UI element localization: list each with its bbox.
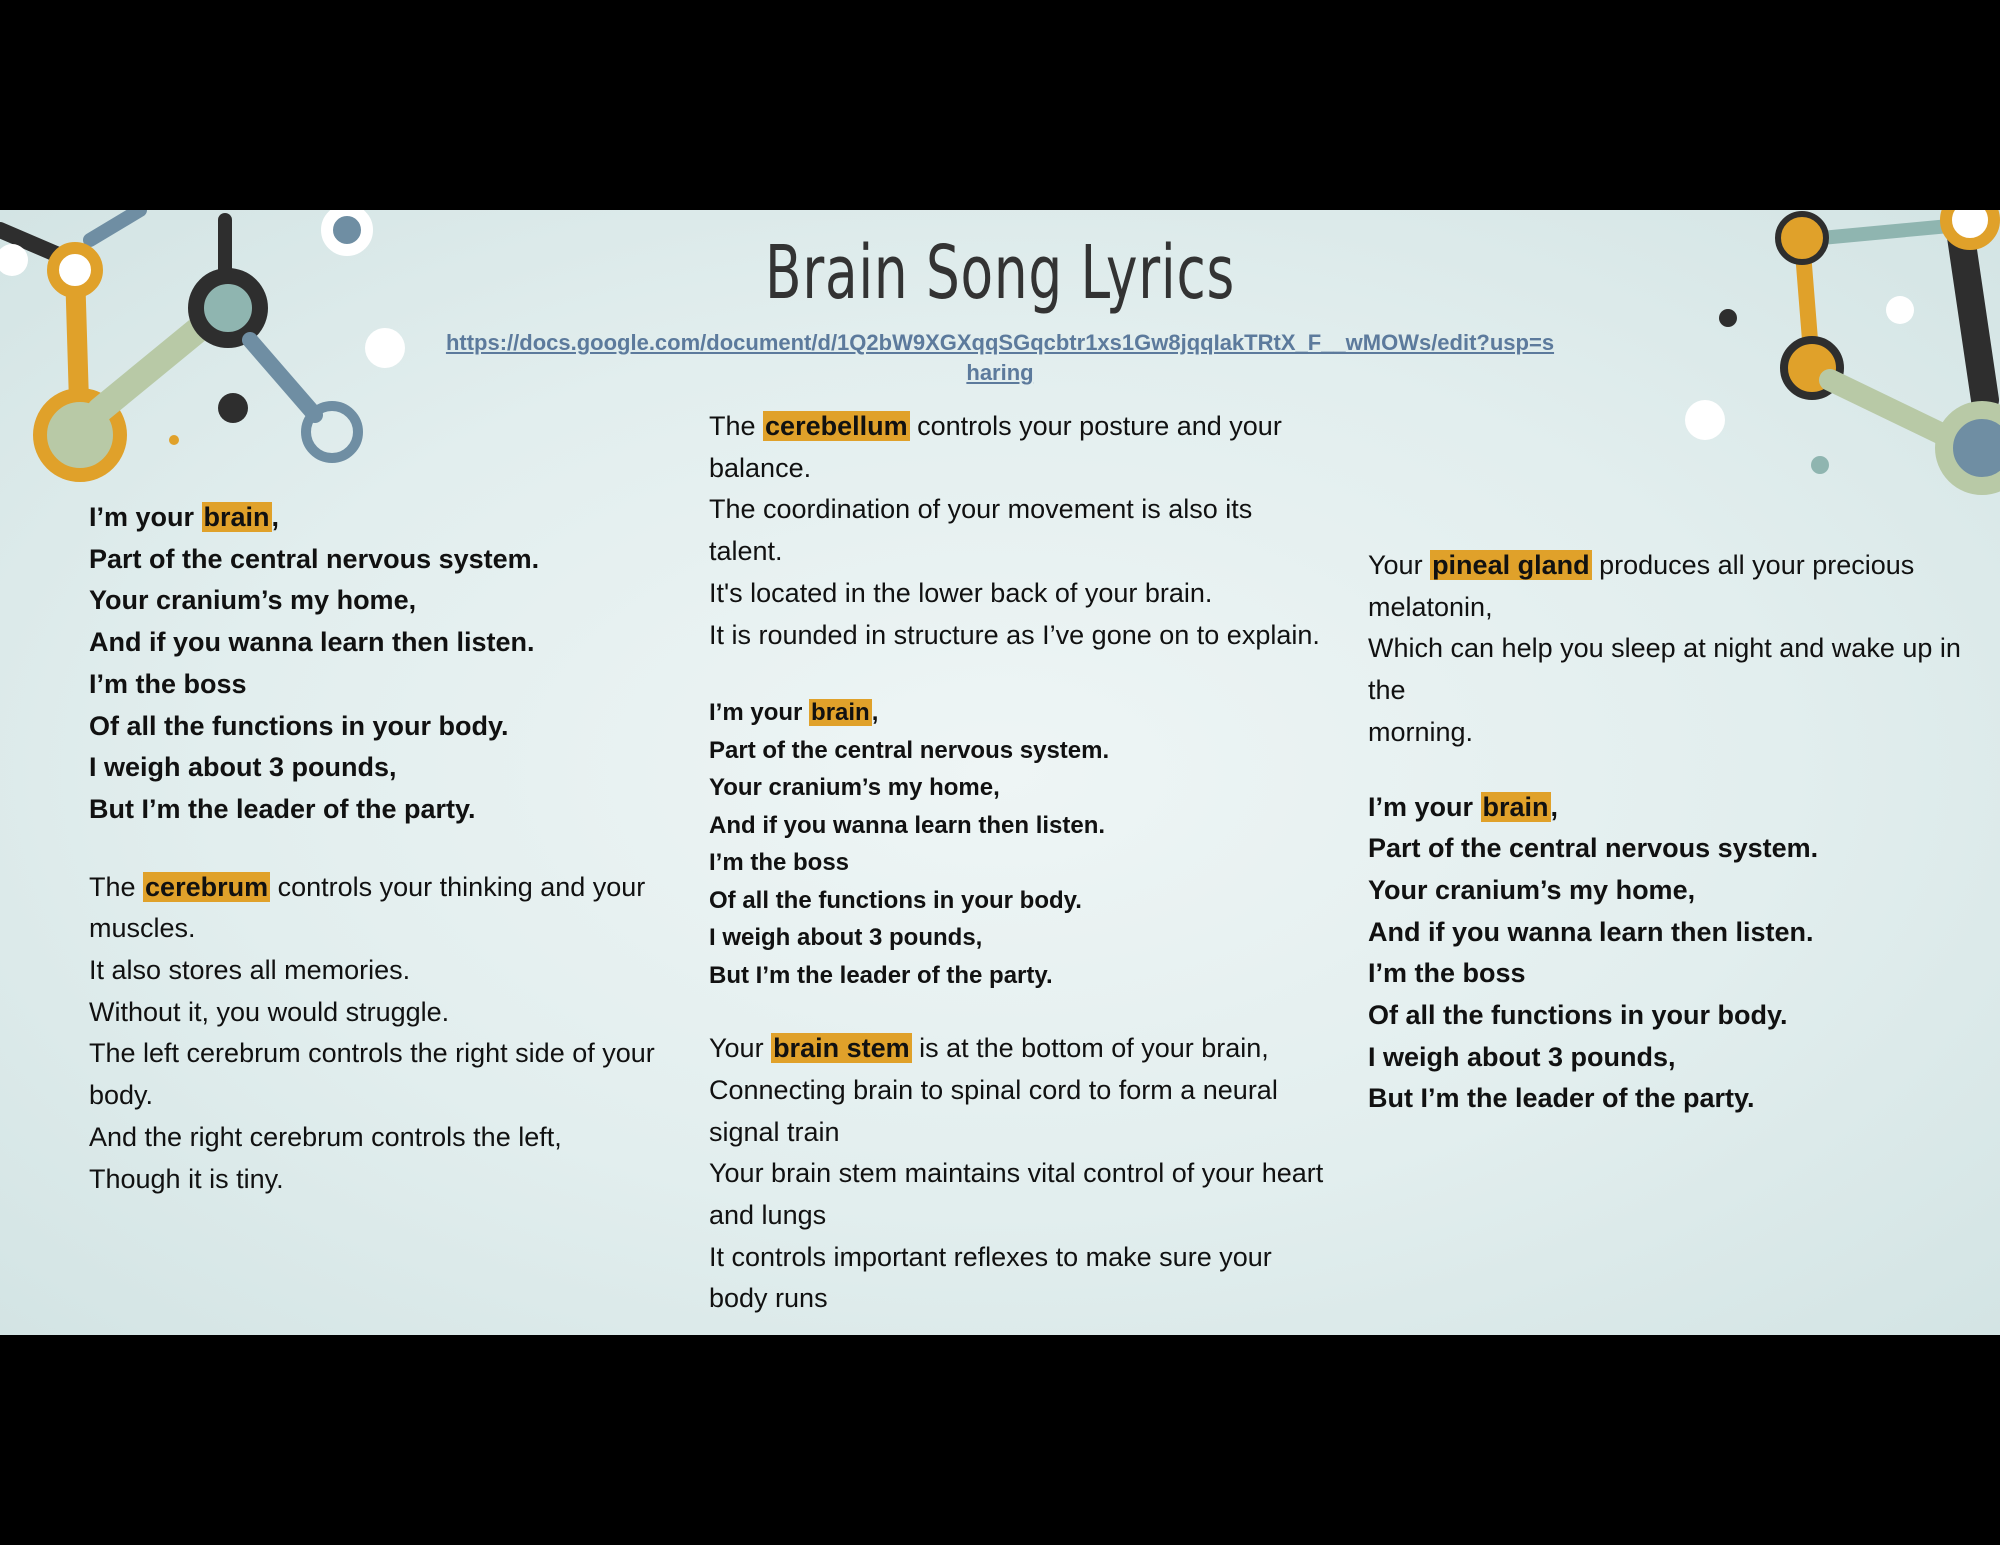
highlight-term: pineal gland xyxy=(1432,550,1590,580)
highlight-term: cerebellum xyxy=(765,411,908,441)
lyric-line: It is rounded in structure as I’ve gone on to explain. xyxy=(709,619,1320,650)
lyric-line: morning. xyxy=(1368,716,1474,747)
lyric-line: I weigh about 3 pounds, xyxy=(1368,1041,1676,1072)
lyric-line: The coordination of your movement is also its xyxy=(709,494,1253,525)
highlight-term: cerebrum xyxy=(145,871,269,902)
lyric-line: balance. xyxy=(709,452,812,483)
lyric-line: Your cranium’s my home, xyxy=(89,585,417,616)
lyric-line: And the right cerebrum controls the left, xyxy=(89,1121,562,1152)
highlight-term: brain xyxy=(811,699,870,727)
highlight-term: brain stem xyxy=(773,1033,910,1064)
lyric-line: The cerebrum controls your thinking and your xyxy=(89,871,646,902)
lyric-line: the xyxy=(1368,675,1406,706)
lyric-line: talent. xyxy=(709,536,783,567)
lyric-line: The cerebellum controls your posture and your xyxy=(709,411,1282,441)
lyric-line: Your cranium’s my home, xyxy=(1368,874,1696,905)
lyric-line: Your pineal gland produces all your precious xyxy=(1368,550,1915,580)
lyric-line: Your brain stem is at the bottom of your brain, xyxy=(709,1033,1269,1064)
lyrics-column-1 xyxy=(89,497,689,1200)
document-link[interactable]: https://docs.google.com/document/d/1Q2bW9XGXqqSGqcbtr1xs1Gw8jqqIakTRtX_F__wMOWs/edit?usp=sharing xyxy=(445,330,1555,385)
lyric-line: Part of the central nervous system. xyxy=(89,543,540,574)
lyric-line: I weigh about 3 pounds, xyxy=(89,752,397,783)
molecule-right-icon xyxy=(1685,210,2000,486)
lyric-line: Which can help you sleep at night and wake up in xyxy=(1368,633,1961,664)
lyric-line: muscles. xyxy=(89,913,196,944)
lyric-line: I’m your brain, xyxy=(89,502,280,532)
cerebrum-verse xyxy=(89,867,689,1201)
lyric-line: melatonin, xyxy=(1368,591,1493,622)
lyric-line: Of all the functions in your body. xyxy=(1368,1000,1788,1031)
pineal-gland-verse xyxy=(1368,545,1988,754)
page-title: Brain Song Lyrics xyxy=(765,230,1235,316)
lyric-line: body runs xyxy=(709,1283,828,1314)
lyric-line: Though it is tiny. xyxy=(89,1163,284,1194)
lyrics-column-3 xyxy=(1368,545,1988,1120)
highlight-term: brain xyxy=(1482,791,1549,822)
lyric-line: I’m your brain, xyxy=(709,699,879,727)
lyric-line: I’m the boss xyxy=(1368,958,1526,989)
lyric-line: And if you wanna learn then listen. xyxy=(89,627,535,658)
lyric-line: I’m your brain, xyxy=(1368,791,1559,822)
brain-stem-verse xyxy=(709,1028,1369,1320)
chorus-block xyxy=(89,497,689,831)
lyric-line: But I’m the leader of the party. xyxy=(709,961,1053,989)
lyric-line: I’m the boss xyxy=(89,668,247,699)
lyric-line: I weigh about 3 pounds, xyxy=(709,924,983,952)
slide xyxy=(0,210,2000,1335)
highlight-term: brain xyxy=(203,502,270,532)
lyric-line: But I’m the leader of the party. xyxy=(1368,1083,1755,1114)
lyric-line: Your cranium’s my home, xyxy=(709,774,1000,802)
lyric-line: and lungs xyxy=(709,1200,827,1231)
lyric-line: Of all the functions in your body. xyxy=(89,710,509,741)
chorus-block xyxy=(709,694,1369,994)
cerebellum-verse xyxy=(709,406,1369,656)
lyric-line: And if you wanna learn then listen. xyxy=(709,811,1106,839)
lyric-line: Without it, you would struggle. xyxy=(89,996,450,1027)
lyric-line: Your brain stem maintains vital control of your heart xyxy=(709,1158,1324,1189)
lyric-line: It controls important reflexes to make sure your xyxy=(709,1241,1272,1272)
lyric-line: body. xyxy=(89,1080,154,1111)
lyric-line: It also stores all memories. xyxy=(89,955,411,986)
lyric-line: It's located in the lower back of your brain. xyxy=(709,577,1213,608)
lyric-line: But I’m the leader of the party. xyxy=(89,793,476,824)
lyric-line: Part of the central nervous system. xyxy=(1368,833,1819,864)
lyric-line: Connecting brain to spinal cord to form a neural xyxy=(709,1074,1278,1105)
lyric-line: Of all the functions in your body. xyxy=(709,886,1082,914)
lyrics-column-2 xyxy=(709,406,1369,1320)
lyric-line: Part of the central nervous system. xyxy=(709,736,1110,764)
lyric-line: signal train xyxy=(709,1116,840,1147)
lyric-line: The left cerebrum controls the right side of your xyxy=(89,1038,655,1069)
lyric-line: I’m the boss xyxy=(709,849,850,877)
chorus-block xyxy=(1368,787,1988,1121)
lyric-line: And if you wanna learn then listen. xyxy=(1368,916,1814,947)
